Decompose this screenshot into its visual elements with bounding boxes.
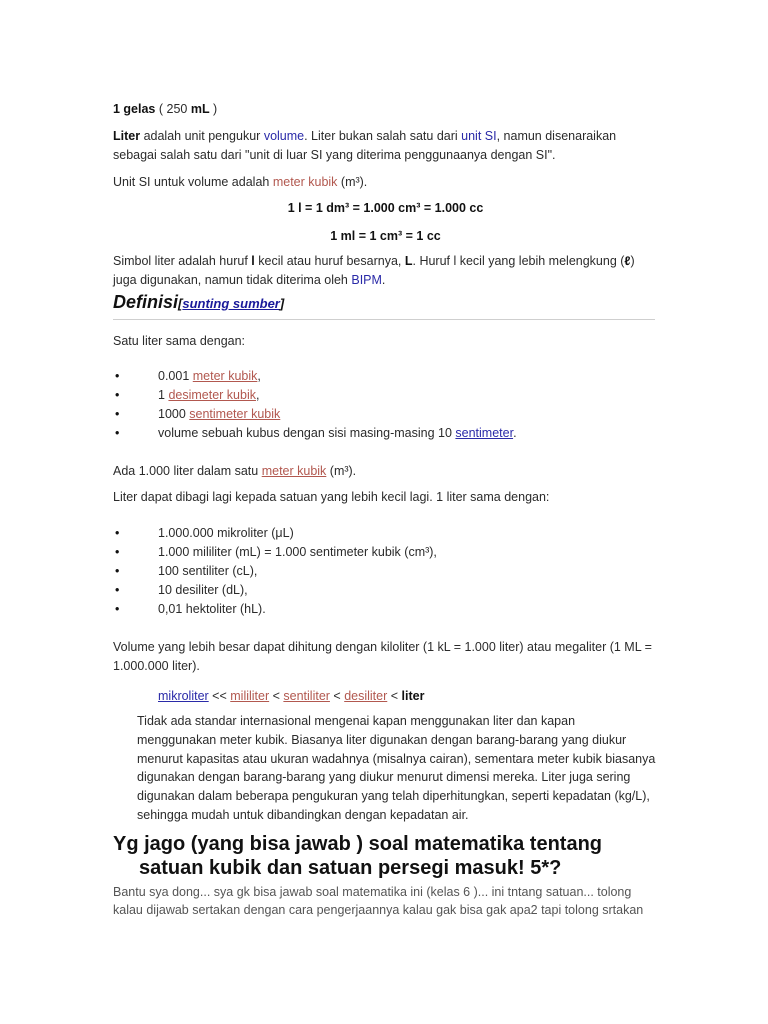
question-title[interactable]: Yg jago (yang bisa jawab ) soal matematika tentang satuan kubik dan satuan persegi masuk! 5*? [113, 833, 603, 879]
link-desiliter[interactable]: desiliter [344, 689, 388, 703]
paragraph-liter: Liter adalah unit pengukur volume. Liter bukan salah satu dari unit SI, namun disenaraikan sebagai salah satu dari "unit di luar SI yang diterima penggunaanya dengan SI". [113, 129, 617, 162]
list-item: • 0.001 meter kubik, [115, 369, 261, 383]
link-mililiter[interactable]: mililiter [230, 689, 270, 703]
link-desimeter-kubik[interactable]: desimeter kubik [168, 388, 256, 402]
link-sentimeter[interactable]: sentimeter [455, 426, 514, 440]
link-meter-kubik[interactable]: meter kubik [192, 369, 258, 383]
equation-2: 1 ml = 1 cm³ = 1 cc [330, 229, 441, 243]
link-volume[interactable]: volume [263, 129, 305, 143]
link-unit-si[interactable]: unit SI [461, 129, 497, 143]
link-mikroliter[interactable]: mikroliter [158, 689, 209, 703]
paragraph-dibagi: Liter dapat dibagi lagi kepada satuan yang lebih kecil lagi. 1 liter sama dengan: [113, 490, 550, 504]
paragraph-ada: Ada 1.000 liter dalam satu meter kubik (m³). [113, 464, 357, 478]
link-meter-kubik[interactable]: meter kubik [272, 175, 338, 189]
list-item: • 1.000 mililiter (mL) = 1.000 sentimeter kubik (cm³), [115, 545, 437, 559]
paragraph-volume: Volume yang lebih besar dapat dihitung dengan kiloliter (1 kL = 1.000 liter) atau megaliter (1 ML = 1.000.000 liter). [113, 640, 652, 673]
list-item: • 100 sentiliter (cL), [115, 564, 258, 578]
equation-1: 1 l = 1 dm³ = 1.000 cm³ = 1.000 cc [287, 201, 484, 215]
unit-chain: mikroliter << mililiter < sentiliter < desiliter < liter [158, 689, 425, 703]
paragraph-satu-liter: Satu liter sama dengan: [113, 334, 246, 348]
link-sentiliter[interactable]: sentiliter [283, 689, 330, 703]
link-sentimeter-kubik[interactable]: sentimeter kubik [189, 407, 281, 421]
list-item: • 10 desiliter (dL), [115, 583, 248, 597]
link-bipm[interactable]: BIPM [351, 273, 382, 287]
paragraph-unit-si: Unit SI untuk volume adalah meter kubik (m³). [113, 175, 368, 189]
heading-title: Definisi [113, 292, 179, 312]
list-item: • 1000 sentimeter kubik [115, 407, 281, 421]
list-item: • 1.000.000 mikroliter (μL) [115, 526, 294, 540]
link-meter-kubik[interactable]: meter kubik [261, 464, 327, 478]
question-body: Bantu sya dong... sya gk bisa jawab soal matematika ini (kelas 6 )... ini tntang satuan... tolong kalau dijawab sertakan dengan cara pengerjaannya kalau gak bisa gak apa2 tapi tolong srtakan [113, 885, 644, 917]
edit-source-link[interactable]: sunting sumber [182, 296, 280, 311]
list-item: • 0,01 hektoliter (hL). [115, 602, 266, 616]
paragraph-simbol: Simbol liter adalah huruf l kecil atau huruf besarnya, L. Huruf l kecil yang lebih melengkung (ℓ) juga digunakan, namun tidak diterima oleh BIPM. [113, 254, 635, 287]
list-satuan-kecil [113, 524, 437, 619]
paragraph-tidak-ada-standar: Tidak ada standar internasional mengenai kapan menggunakan liter dan kapan menggunakan meter kubik. Biasanya liter digunakan dengan barang-barang yang diukur menurut kapasitas atau ukuran wadahnya (misalnya cairan), sementara meter kubik biasanya digunakan dengan barang-barang yang diukur menurut dimensi mereka. Liter juga sering digunakan dalam beberapa pengukuran yang telah diperhitungkan, seperti kepadatan (kg/L), sehingga mudah untuk dibandingkan dengan kepadatan air. [137, 714, 656, 822]
list-satu-liter [113, 367, 517, 443]
list-item: • 1 desimeter kubik, [115, 388, 260, 402]
list-item: • volume sebuah kubus dengan sisi masing-masing 10 sentimeter. [115, 426, 517, 440]
section-heading-definisi: Definisi[sunting sumber] [113, 293, 655, 320]
line-gelas: 1 gelas ( 250 mL ) [113, 102, 218, 116]
